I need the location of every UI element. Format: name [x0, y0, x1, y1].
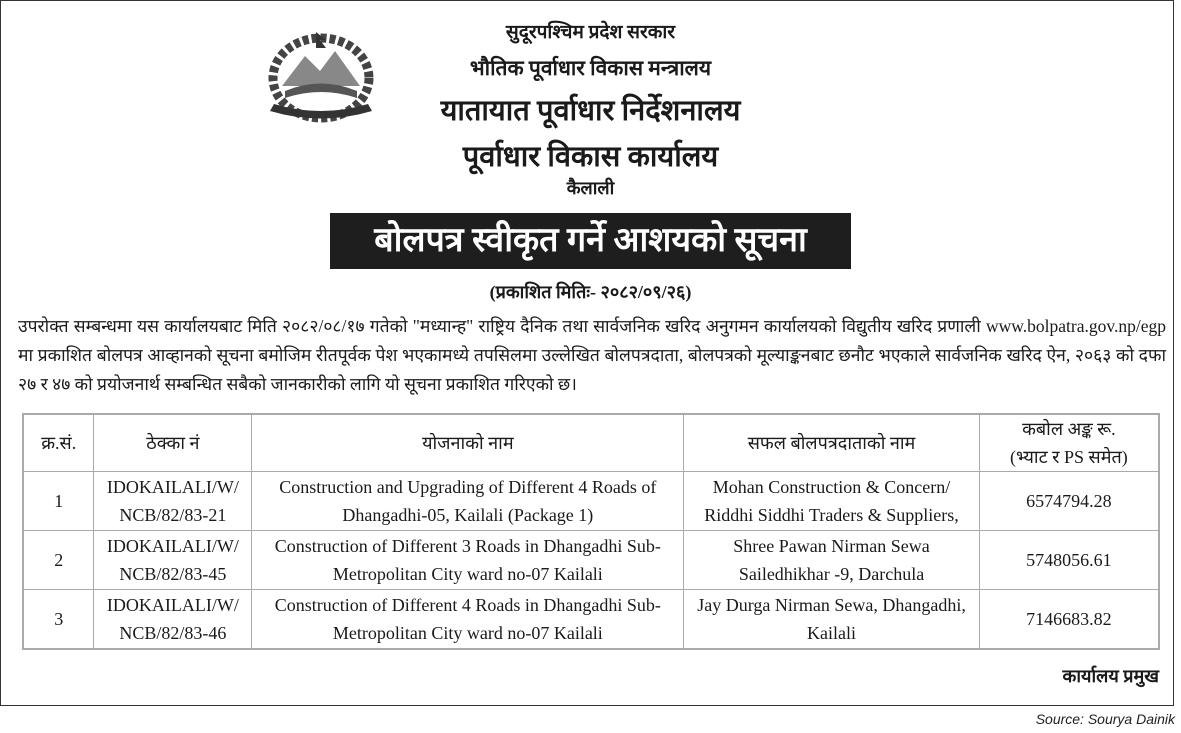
header-bidder: सफल बोलपत्रदाताको नाम [684, 414, 979, 472]
office-name: पूर्वाधार विकास कार्यालय [462, 141, 719, 173]
cell-sn: 1 [23, 472, 94, 531]
directorate-name: यातायात पूर्वाधार निर्देशनालय [440, 95, 741, 127]
cell-bidder: Jay Durga Nirman Sewa, Dhangadhi, Kailali [684, 590, 979, 650]
cell-project: Construction and Upgrading of Different 4 Roads of Dhangadhi-05, Kailali (Package 1) [252, 472, 684, 531]
cell-amount: 7146683.82 [979, 590, 1159, 650]
notice-body: उपरोक्त सम्बन्धमा यस कार्यालयबाट मिति २०८२/०८/१७ गतेको "मध्यान्ह" राष्ट्रिय दैनिक तथा सार्वजनिक खरिद अनुगमन कार्यालयको विद्युतीय खरिद प्रणाली www.bolpatra.gov.np/egp मा प्रकाशित बोलपत्र आव्हानको सूचना बमोजिम रीतपूर्वक पेश भएकामध्ये तपसिलमा उल्लेखित बोलपत्रदाता, बोलपत्रको मूल्याङ्कनबाट छनौट भएकाले सार्वजनिक खरिद ऐन, २०६३ को दफा २७ र ४७ को प्रयोजनार्थ सम्बन्धित सबैको जानकारीको लागि यो सूचना प्रकाशित गरिएको छ। [18, 316, 1166, 394]
table-row [23, 531, 1159, 590]
table-row [23, 472, 1159, 531]
header-amount-label: कबोल अङ्क रू. [1022, 419, 1116, 439]
cell-contract: IDOKAILALI/W/ NCB/82/83-21 [94, 472, 252, 531]
notice-title: बोलपत्र स्वीकृत गर्ने आशयको सूचना [330, 213, 851, 269]
header-project: योजनाको नाम [252, 414, 684, 472]
cell-project: Construction of Different 3 Roads in Dhangadhi Sub-Metropolitan City ward no-07 Kailali [252, 531, 684, 590]
cell-amount: 5748056.61 [979, 531, 1159, 590]
cell-project: Construction of Different 4 Roads in Dhangadhi Sub-Metropolitan City ward no-07 Kailali [252, 590, 684, 650]
signer-title: कार्यालय प्रमुख [1062, 666, 1159, 686]
table-header-row [23, 414, 1159, 472]
cell-bidder: Mohan Construction & Concern/ Riddhi Siddhi Traders & Suppliers, [684, 472, 979, 531]
header-amount [979, 414, 1159, 472]
ministry-name: भौतिक पूर्वाधार विकास मन्त्रालय [469, 56, 712, 80]
district-name: कैलाली [566, 178, 615, 198]
published-date: (प्रकाशित मितिः- २०८२/०९/२६) [489, 282, 692, 302]
cell-sn: 2 [23, 531, 94, 590]
government-name: सुदूरपश्चिम प्रदेश सरकार [505, 22, 676, 43]
cell-contract: IDOKAILALI/W/ NCB/82/83-45 [94, 531, 252, 590]
cell-bidder: Shree Pawan Nirman Sewa Sailedhikhar -9, Darchula [684, 531, 979, 590]
results-table [22, 413, 1160, 650]
cell-sn: 3 [23, 590, 94, 650]
source-credit: Source: Sourya Dainik [1035, 711, 1175, 727]
cell-contract: IDOKAILALI/W/ NCB/82/83-46 [94, 590, 252, 650]
header-amount-note: (भ्याट र PS समेत) [1010, 447, 1128, 467]
header-sn: क्र.सं. [23, 414, 94, 472]
header-contract: ठेक्का नं [94, 414, 252, 472]
cell-amount: 6574794.28 [979, 472, 1159, 531]
table-row [23, 590, 1159, 650]
